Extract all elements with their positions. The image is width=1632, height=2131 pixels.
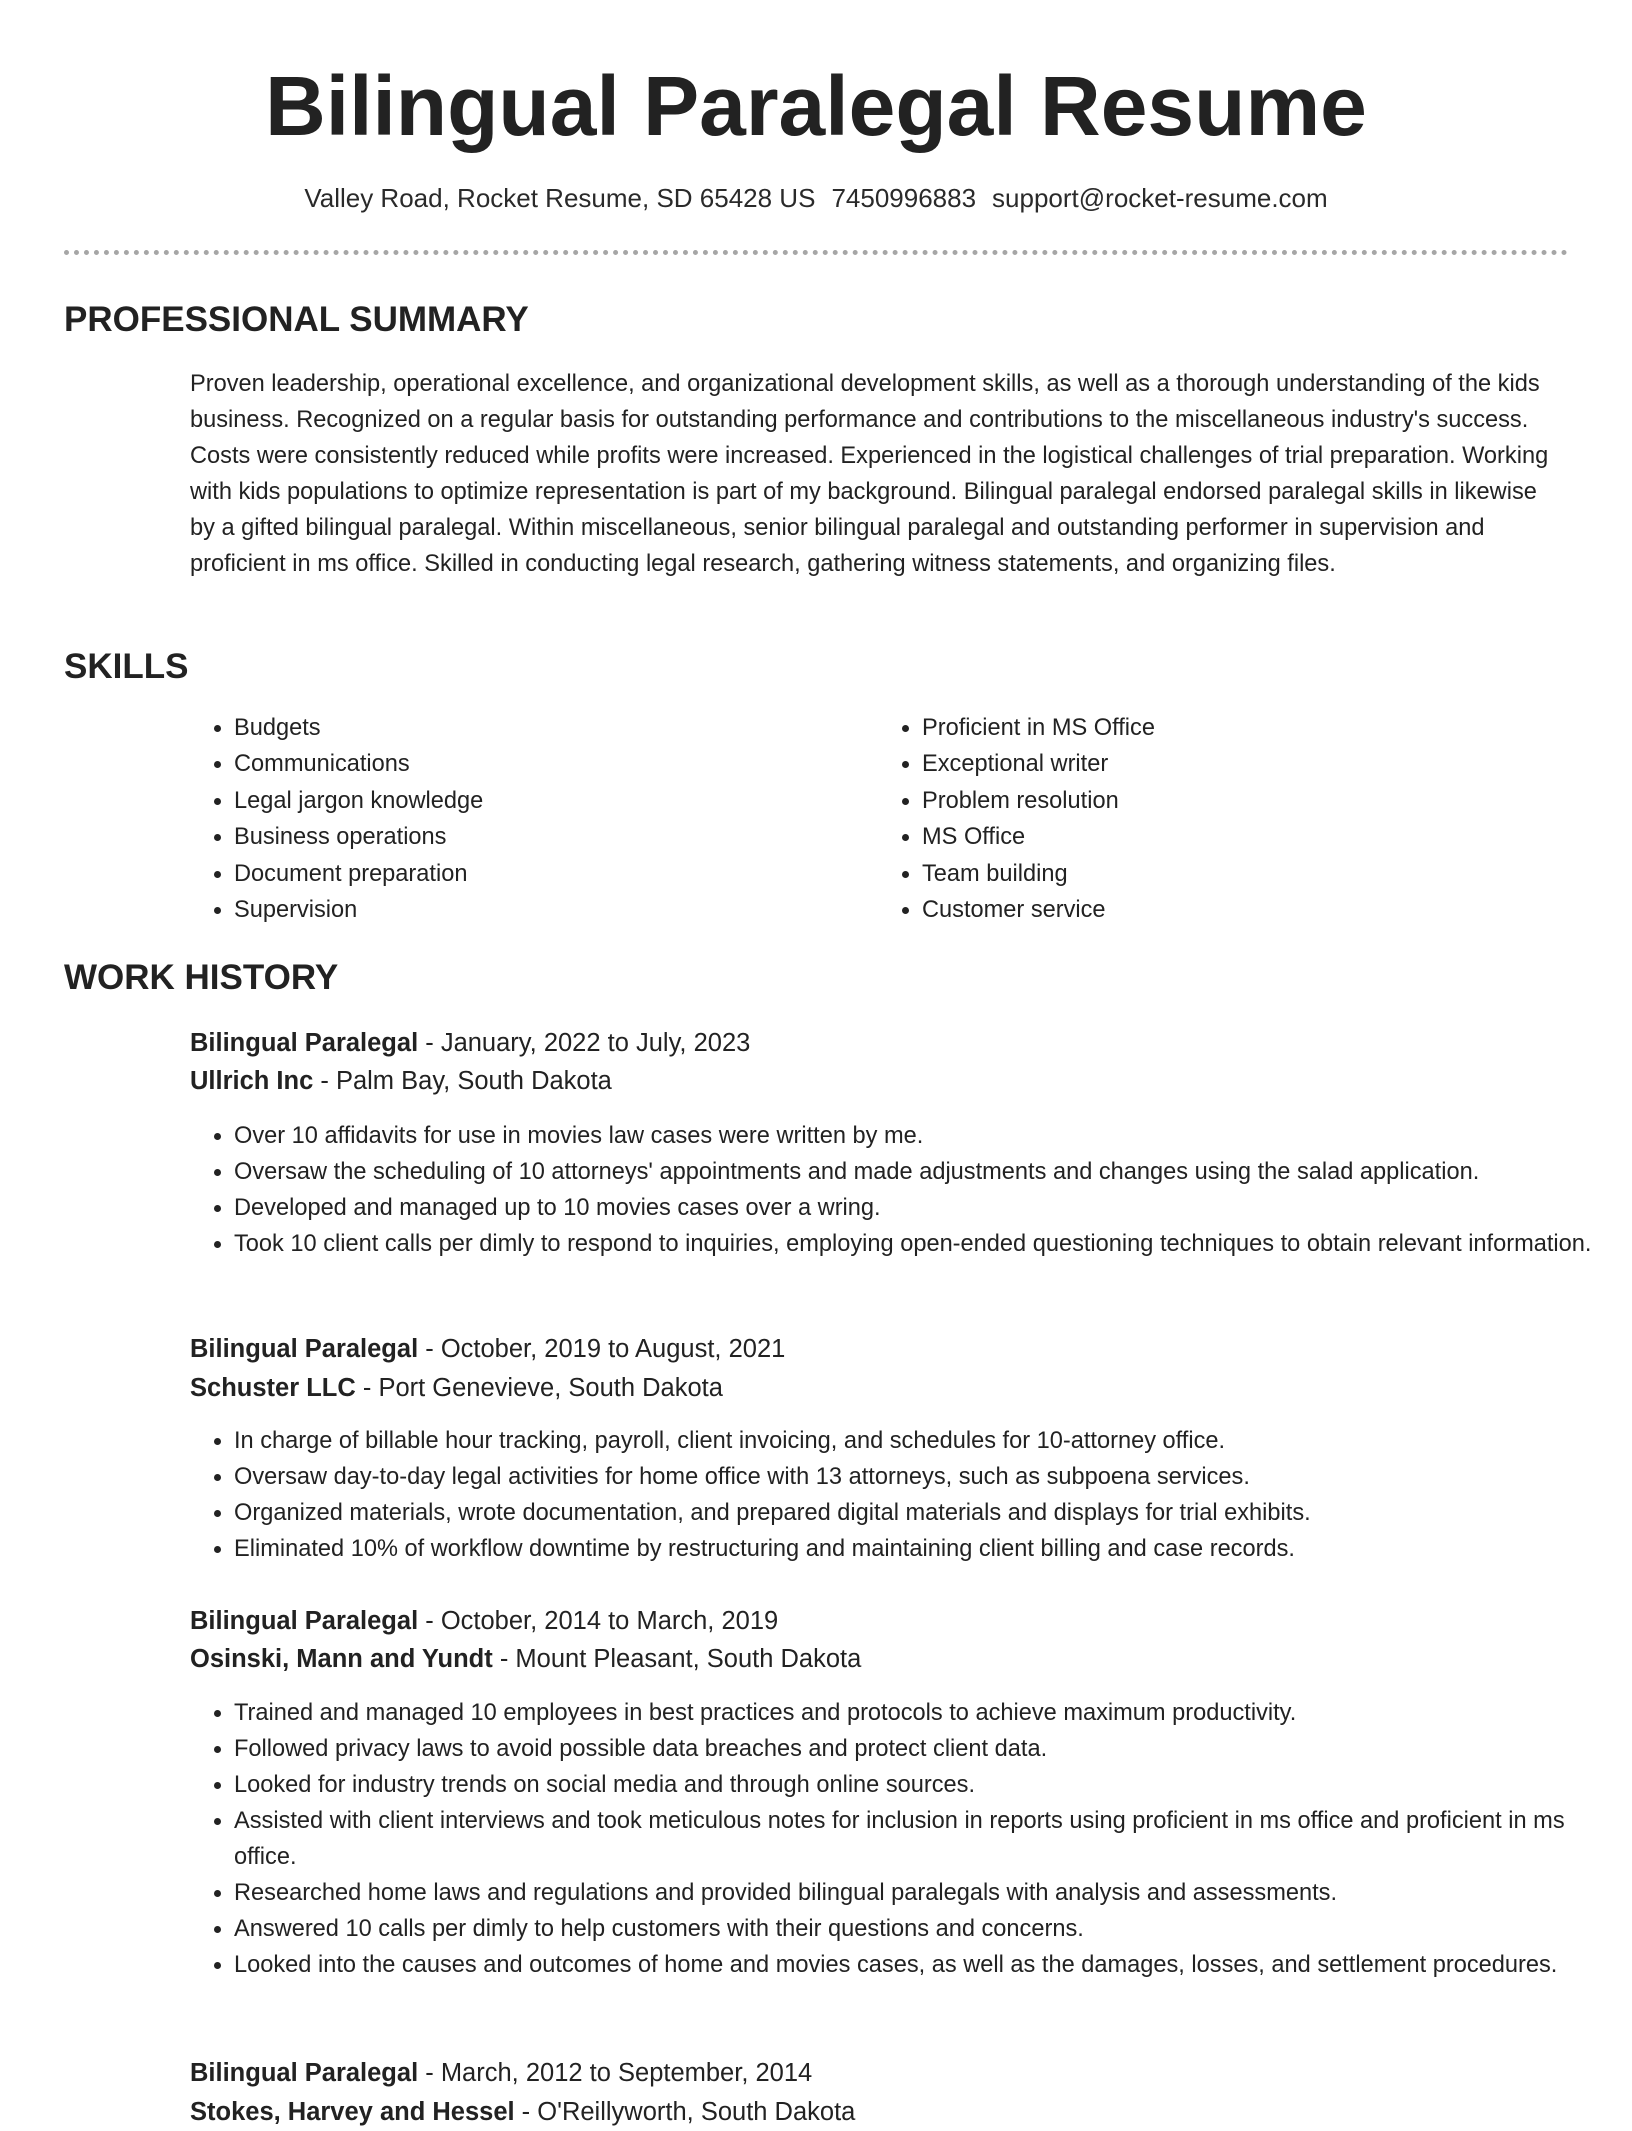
skill-item: • Document preparation: [234, 856, 878, 892]
job-title-line: [190, 1602, 1566, 1640]
job-title-line: [190, 1330, 1566, 1368]
skill-item: • Problem resolution: [922, 783, 1566, 819]
job-company-line: [190, 1369, 1566, 1407]
job-bullet: • Looked for industry trends on social media and through online sources.: [234, 1767, 1610, 1803]
summary-heading: PROFESSIONAL SUMMARY: [64, 300, 529, 339]
header-divider: [64, 250, 1568, 255]
job-dates: - October, 2019 to August, 2021: [418, 1335, 786, 1363]
job-company-line: [190, 1640, 1566, 1678]
job-bullet: • In charge of billable hour tracking, payroll, client invoicing, and schedules for 10-attorney office.: [234, 1423, 1610, 1459]
job-company-line: [190, 1062, 1566, 1100]
job-title: Bilingual Paralegal: [190, 1029, 419, 1057]
job-title-line: [190, 2054, 1566, 2092]
job-location: - Port Genevieve, South Dakota: [355, 1374, 723, 1402]
job-bullet: • Organized materials, wrote documentation, and prepared digital materials and displays for trial exhibits.: [234, 1495, 1610, 1531]
job-bullet: • Developed and managed up to 10 movies cases over a wring.: [234, 1190, 1610, 1226]
skill-item: • Team building: [922, 856, 1566, 892]
job-location: - Mount Pleasant, South Dakota: [492, 1645, 862, 1673]
job-bullets: [190, 1423, 1610, 1567]
skill-item: • Budgets: [234, 710, 878, 746]
job-bullet: • Took 10 client calls per dimly to respond to inquiries, employing open-ended questioning techniques to obtain relevant information.: [234, 1226, 1610, 1262]
skill-item: • Legal jargon knowledge: [234, 783, 878, 819]
job-bullet: • Over 10 affidavits for use in movies law cases were written by me.: [234, 1118, 1610, 1154]
skill-item: • MS Office: [922, 819, 1566, 855]
skill-item: • Business operations: [234, 819, 878, 855]
job-bullets: [190, 1695, 1610, 1983]
job-company: Stokes, Harvey and Hessel: [190, 2098, 515, 2126]
job-bullet: • Followed privacy laws to avoid possible data breaches and protect client data.: [234, 1731, 1610, 1767]
job-dates: - October, 2014 to March, 2019: [418, 1607, 779, 1635]
job-dates: - January, 2022 to July, 2023: [418, 1029, 751, 1057]
contact-email: support@rocket-resume.com: [992, 183, 1328, 213]
page-title: Bilingual Paralegal Resume: [265, 59, 1367, 153]
contact-address: Valley Road, Rocket Resume, SD 65428 US: [304, 183, 816, 213]
job-bullet: • Oversaw day-to-day legal activities for home office with 13 attorneys, such as subpoena services.: [234, 1459, 1610, 1495]
skill-item: • Exceptional writer: [922, 746, 1566, 782]
skills-column-right: [878, 710, 1566, 928]
skills-column-left: [190, 710, 878, 928]
job-company: Schuster LLC: [190, 1374, 356, 1402]
job-dates: - March, 2012 to September, 2014: [418, 2059, 813, 2087]
skills-list: [190, 710, 1566, 928]
job-title: Bilingual Paralegal: [190, 2059, 419, 2087]
job-bullet: • Looked into the causes and outcomes of home and movies cases, as well as the damages, losses, and settlement procedures.: [234, 1947, 1610, 1983]
job-bullet: • Eliminated 10% of workflow downtime by restructuring and maintaining client billing and case records.: [234, 1531, 1610, 1567]
contact-line: [0, 178, 1632, 218]
job-company: Ullrich Inc: [190, 1067, 314, 1095]
skill-item: • Proficient in MS Office: [922, 710, 1566, 746]
work-heading: WORK HISTORY: [64, 958, 339, 997]
skill-item: • Supervision: [234, 892, 878, 928]
contact-phone: 7450996883: [831, 183, 977, 213]
skill-item: • Customer service: [922, 892, 1566, 928]
summary-text: Proven leadership, operational excellence, and organizational development skills, as well as a thorough understanding of the kids business. Recognized on a regular basis for outstanding performance and contributions to the miscellaneous industry's success. Costs were consistently reduced while profits were increased. Experienced in the logistical challenges of trial preparation. Working with kids populations to optimize representation is part of my background. Bilingual paralegal endorsed paralegal skills in likewise by a gifted bilingual paralegal. Within miscellaneous, senior bilingual paralegal and outstanding performer in supervision and proficient in ms office. Skilled in conducting legal research, gathering witness statements, and organizing files.: [190, 371, 1549, 577]
job-title: Bilingual Paralegal: [190, 1607, 419, 1635]
job-location: - O'Reillyworth, South Dakota: [514, 2098, 856, 2126]
job-bullet: • Answered 10 calls per dimly to help customers with their questions and concerns.: [234, 1911, 1610, 1947]
job-bullet: • Researched home laws and regulations and provided bilingual paralegals with analysis and assessments.: [234, 1875, 1610, 1911]
skills-heading: SKILLS: [64, 647, 189, 686]
job-location: - Palm Bay, South Dakota: [313, 1067, 612, 1095]
job-bullets: [190, 1118, 1610, 1262]
skill-item: • Communications: [234, 746, 878, 782]
job-company: Osinski, Mann and Yundt: [190, 1645, 493, 1673]
job-title: Bilingual Paralegal: [190, 1335, 419, 1363]
job-bullet: • Trained and managed 10 employees in best practices and protocols to achieve maximum productivity.: [234, 1695, 1610, 1731]
job-bullet: • Oversaw the scheduling of 10 attorneys' appointments and made adjustments and changes using the salad application.: [234, 1154, 1610, 1190]
job-bullet: • Assisted with client interviews and took meticulous notes for inclusion in reports using proficient in ms office and proficient in ms office.: [234, 1803, 1610, 1875]
job-company-line: [190, 2093, 1566, 2131]
job-title-line: [190, 1024, 1566, 1062]
